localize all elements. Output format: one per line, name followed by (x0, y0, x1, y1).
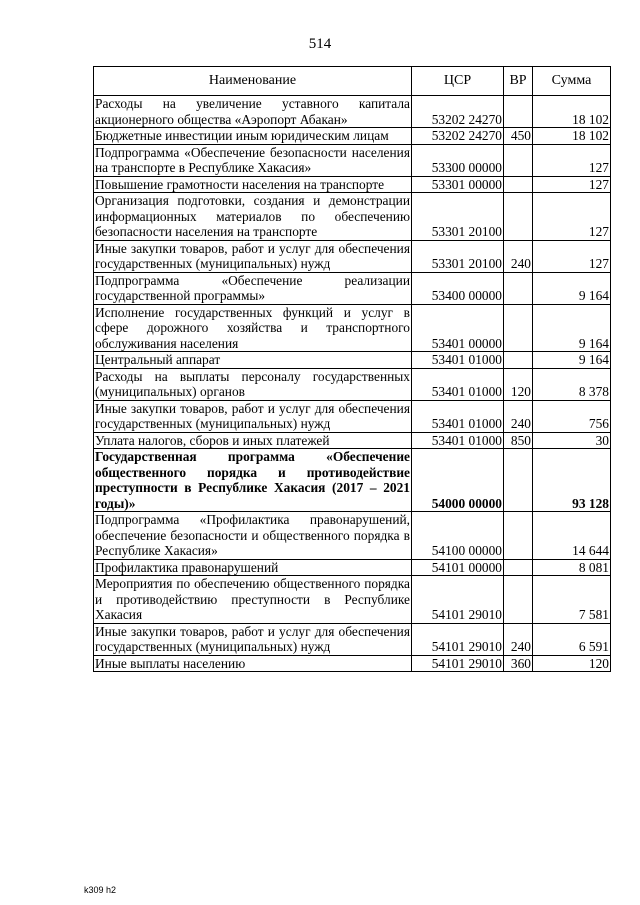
table-body (94, 96, 611, 672)
row-vr (504, 193, 533, 241)
table-row (94, 400, 611, 432)
row-csr: 53301 20100 (412, 193, 504, 241)
header-sum: Сумма (533, 67, 611, 96)
row-name: Расходы на увеличение уставного капитала акционерного общества «Аэропорт Абакан» (95, 96, 410, 127)
table-row (94, 240, 611, 272)
row-sum: 127 (533, 176, 611, 193)
row-sum: 18 102 (533, 128, 611, 145)
row-vr (504, 176, 533, 193)
row-csr: 54100 00000 (412, 512, 504, 560)
header-vr: ВР (504, 67, 533, 96)
row-sum: 120 (533, 655, 611, 672)
header-name: Наименование (94, 67, 412, 96)
row-name: Государственная программа «Обеспечение общественного порядка и противодействие преступности в Республике Хакасия (2017 – 2021 годы)» (95, 449, 410, 511)
row-csr: 53300 00000 (412, 144, 504, 176)
row-csr: 53301 20100 (412, 240, 504, 272)
row-csr: 54101 29010 (412, 655, 504, 672)
row-name: Иные выплаты населению (94, 655, 412, 672)
row-csr: 53401 01000 (412, 400, 504, 432)
row-name: Подпрограмма «Обеспечение безопасности населения на транспорте в Республике Хакасия» (95, 144, 410, 175)
row-vr (504, 352, 533, 369)
row-sum: 14 644 (533, 512, 611, 560)
row-vr (504, 512, 533, 560)
table-row (94, 96, 611, 128)
table-row (94, 272, 611, 304)
row-sum: 8 081 (533, 559, 611, 576)
row-vr (504, 576, 533, 624)
header-csr: ЦСР (412, 67, 504, 96)
row-csr: 54101 29010 (412, 576, 504, 624)
table-row (94, 304, 611, 352)
row-csr: 53401 01000 (412, 352, 504, 369)
row-name: Подпрограмма «Обеспечение реализации государственной программы» (95, 272, 410, 303)
table-row (94, 432, 611, 449)
row-sum: 6 591 (533, 623, 611, 655)
row-csr: 53401 01000 (412, 368, 504, 400)
table-header-row (94, 67, 611, 96)
table-row (94, 128, 611, 145)
row-sum: 9 164 (533, 352, 611, 369)
row-name: Бюджетные инвестиции иным юридическим лицам (94, 128, 412, 145)
row-vr (504, 144, 533, 176)
table-row (94, 449, 611, 512)
row-vr (504, 449, 533, 512)
row-sum: 7 581 (533, 576, 611, 624)
row-vr (504, 96, 533, 128)
row-csr: 53301 00000 (412, 176, 504, 193)
row-sum: 8 378 (533, 368, 611, 400)
table-row (94, 512, 611, 560)
table-row (94, 559, 611, 576)
row-csr: 53401 00000 (412, 304, 504, 352)
budget-table (93, 66, 611, 672)
row-csr: 53400 00000 (412, 272, 504, 304)
row-vr: 360 (504, 655, 533, 672)
row-vr: 850 (504, 432, 533, 449)
row-csr: 53401 01000 (412, 432, 504, 449)
row-name: Подпрограмма «Профилактика правонарушений, обеспечение безопасности и общественного порядка в Республике Хакасия» (95, 512, 410, 558)
row-csr: 53202 24270 (412, 128, 504, 145)
row-sum: 127 (533, 144, 611, 176)
row-name: Центральный аппарат (94, 352, 412, 369)
row-name: Расходы на выплаты персоналу государственных (муниципальных) органов (95, 368, 410, 399)
row-csr: 54000 00000 (412, 449, 504, 512)
row-name: Мероприятия по обеспечению общественного порядка и противодействию преступности в Республике Хакасия (95, 576, 410, 622)
footer-code: k309 h2 (84, 885, 117, 895)
row-vr (504, 559, 533, 576)
row-sum: 18 102 (533, 96, 611, 128)
row-name: Иные закупки товаров, работ и услуг для обеспечения государственных (муниципальных) нужд (95, 240, 410, 271)
row-name: Уплата налогов, сборов и иных платежей (94, 432, 412, 449)
table-row (94, 368, 611, 400)
row-name: Повышение грамотности населения на транспорте (94, 176, 412, 193)
row-name: Профилактика правонарушений (94, 559, 412, 576)
table-row (94, 352, 611, 369)
row-name: Исполнение государственных функций и услуг в сфере дорожного хозяйства и транспортного обслуживания населения (95, 304, 410, 351)
row-vr: 240 (504, 623, 533, 655)
row-vr: 240 (504, 240, 533, 272)
row-sum: 93 128 (533, 449, 611, 512)
table-row (94, 144, 611, 176)
row-sum: 9 164 (533, 272, 611, 304)
row-sum: 30 (533, 432, 611, 449)
row-vr: 240 (504, 400, 533, 432)
row-vr (504, 304, 533, 352)
row-sum: 127 (533, 240, 611, 272)
row-vr (504, 272, 533, 304)
table-row (94, 623, 611, 655)
row-sum: 756 (533, 400, 611, 432)
row-name: Иные закупки товаров, работ и услуг для обеспечения государственных (муниципальных) нужд (95, 400, 410, 431)
row-csr: 53202 24270 (412, 96, 504, 128)
row-vr: 120 (504, 368, 533, 400)
page-number: 514 (308, 36, 332, 52)
table-row (94, 193, 611, 241)
row-sum: 9 164 (533, 304, 611, 352)
row-vr: 450 (504, 128, 533, 145)
row-name: Иные закупки товаров, работ и услуг для обеспечения государственных (муниципальных) нужд (95, 623, 410, 654)
table-row (94, 576, 611, 624)
row-sum: 127 (533, 193, 611, 241)
row-csr: 54101 29010 (412, 623, 504, 655)
row-csr: 54101 00000 (412, 559, 504, 576)
row-name: Организация подготовки, создания и демонстрации информационных материалов по обеспечению безопасности населения на транспорте (95, 193, 410, 239)
table-row (94, 176, 611, 193)
table-row (94, 655, 611, 672)
